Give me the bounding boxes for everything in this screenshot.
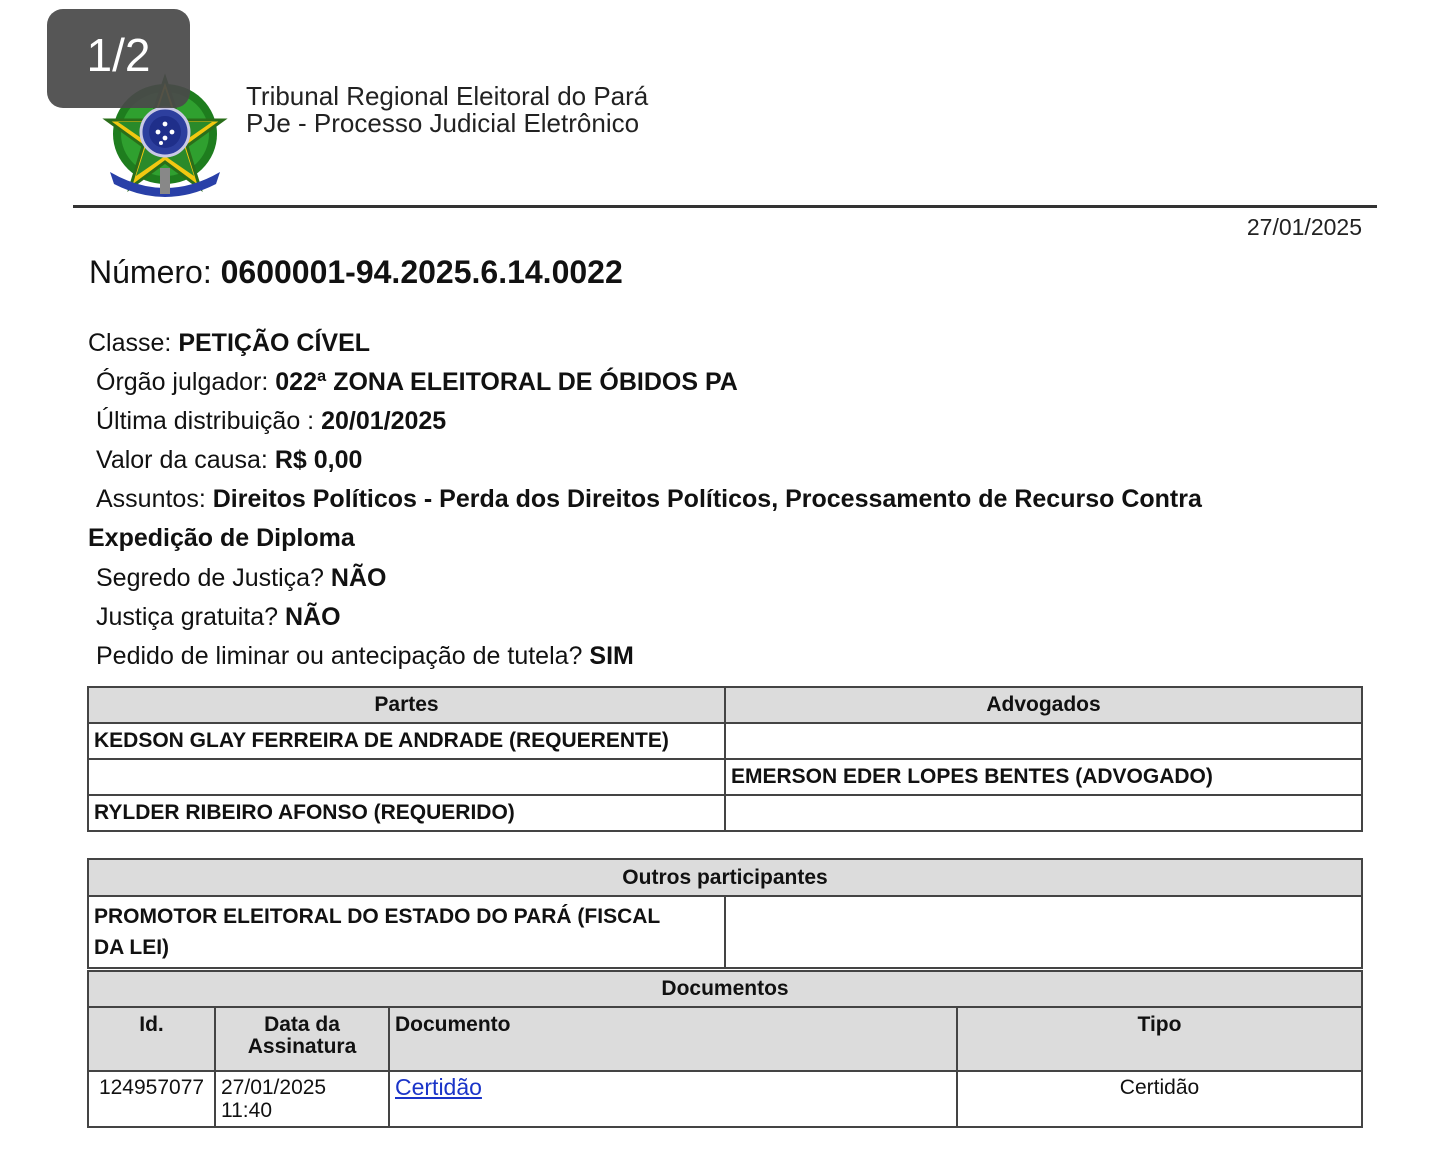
advogado-cell xyxy=(725,723,1362,759)
segredo-value: NÃO xyxy=(330,564,387,592)
valor-field xyxy=(96,446,362,475)
outros-participantes-table xyxy=(87,858,1363,969)
parte-cell: RYLDER RIBEIRO AFONSO (REQUERIDO) xyxy=(88,795,725,831)
assuntos-label: Assuntos: xyxy=(96,485,206,513)
col-data-assinatura-label: Data da Assinatura xyxy=(247,1013,357,1058)
court-name: Tribunal Regional Eleitoral do Pará xyxy=(246,81,649,111)
advogado-cell xyxy=(725,795,1362,831)
gratuita-field xyxy=(96,603,341,632)
numero-value: 0600001-94.2025.6.14.0022 xyxy=(220,254,623,290)
document-header xyxy=(246,83,648,137)
document-link[interactable]: Certidão xyxy=(395,1074,482,1100)
system-name: PJe - Processo Judicial Eletrônico xyxy=(246,108,640,138)
documentos-columns-row xyxy=(88,1007,1362,1071)
outros-header: Outros participantes xyxy=(88,859,1362,896)
partes-header-row xyxy=(88,687,1362,723)
table-row xyxy=(88,759,1362,795)
valor-value: R$ 0,00 xyxy=(274,446,363,474)
parte-cell: KEDSON GLAY FERREIRA DE ANDRADE (REQUERENTE) xyxy=(88,723,725,759)
documentos-table xyxy=(87,970,1363,1128)
assuntos-continuation xyxy=(88,524,355,553)
participante-extra-cell xyxy=(725,896,1362,968)
print-date: 27/01/2025 xyxy=(1246,214,1362,240)
liminar-label: Pedido de liminar ou antecipação de tutela? xyxy=(96,642,583,670)
segredo-field xyxy=(96,564,386,593)
assuntos-value: Direitos Políticos - Perda dos Direitos Políticos, Processamento de Recurso Contra xyxy=(212,485,1202,513)
assuntos-value-cont: Expedição de Diploma xyxy=(88,524,355,552)
doc-hora: 11:40 xyxy=(221,1099,272,1122)
col-documento: Documento xyxy=(389,1007,957,1071)
table-row xyxy=(88,1071,1362,1127)
doc-data: 27/01/2025 xyxy=(221,1076,327,1099)
col-id: Id. xyxy=(88,1007,215,1071)
doc-data-cell xyxy=(215,1071,389,1127)
doc-documento-cell xyxy=(389,1071,957,1127)
advogado-cell: EMERSON EDER LOPES BENTES (ADVOGADO) xyxy=(725,759,1362,795)
distribuicao-value: 20/01/2025 xyxy=(321,407,447,435)
header-divider xyxy=(73,205,1377,208)
page-indicator: 1/2 xyxy=(86,28,151,81)
assuntos-field xyxy=(96,485,1202,514)
orgao-label: Órgão julgador: xyxy=(96,368,269,396)
liminar-field xyxy=(96,642,634,671)
liminar-value: SIM xyxy=(589,642,634,670)
documentos-header-row xyxy=(88,971,1362,1007)
doc-tipo: Certidão xyxy=(957,1071,1362,1127)
orgao-field xyxy=(96,368,738,397)
orgao-value: 022ª ZONA ELEITORAL DE ÓBIDOS PA xyxy=(275,368,738,396)
col-tipo: Tipo xyxy=(957,1007,1362,1071)
parte-cell xyxy=(88,759,725,795)
advogados-header: Advogados xyxy=(725,687,1362,723)
classe-field xyxy=(88,329,370,358)
documentos-header: Documentos xyxy=(88,971,1362,1007)
table-row xyxy=(88,795,1362,831)
partes-table xyxy=(87,686,1363,832)
distribuicao-label: Última distribuição : xyxy=(96,407,315,435)
page-indicator-badge xyxy=(47,9,190,108)
col-data-assinatura xyxy=(215,1007,389,1071)
classe-label: Classe: xyxy=(88,329,172,357)
numero-label: Número: xyxy=(89,254,212,290)
outros-header-row xyxy=(88,859,1362,896)
process-number xyxy=(89,254,623,291)
segredo-label: Segredo de Justiça? xyxy=(96,564,324,592)
participante-name: PROMOTOR ELEITORAL DO ESTADO DO PARÁ (FISCAL DA LEI) xyxy=(94,905,660,959)
table-row xyxy=(88,723,1362,759)
gratuita-label: Justiça gratuita? xyxy=(96,603,279,631)
partes-header: Partes xyxy=(88,687,725,723)
valor-label: Valor da causa: xyxy=(96,446,268,474)
distribuicao-field xyxy=(96,407,446,436)
gratuita-value: NÃO xyxy=(285,603,341,631)
table-row xyxy=(88,896,1362,968)
doc-id: 124957077 xyxy=(88,1071,215,1127)
classe-value: PETIÇÃO CÍVEL xyxy=(178,329,371,357)
participante-cell xyxy=(88,896,725,968)
